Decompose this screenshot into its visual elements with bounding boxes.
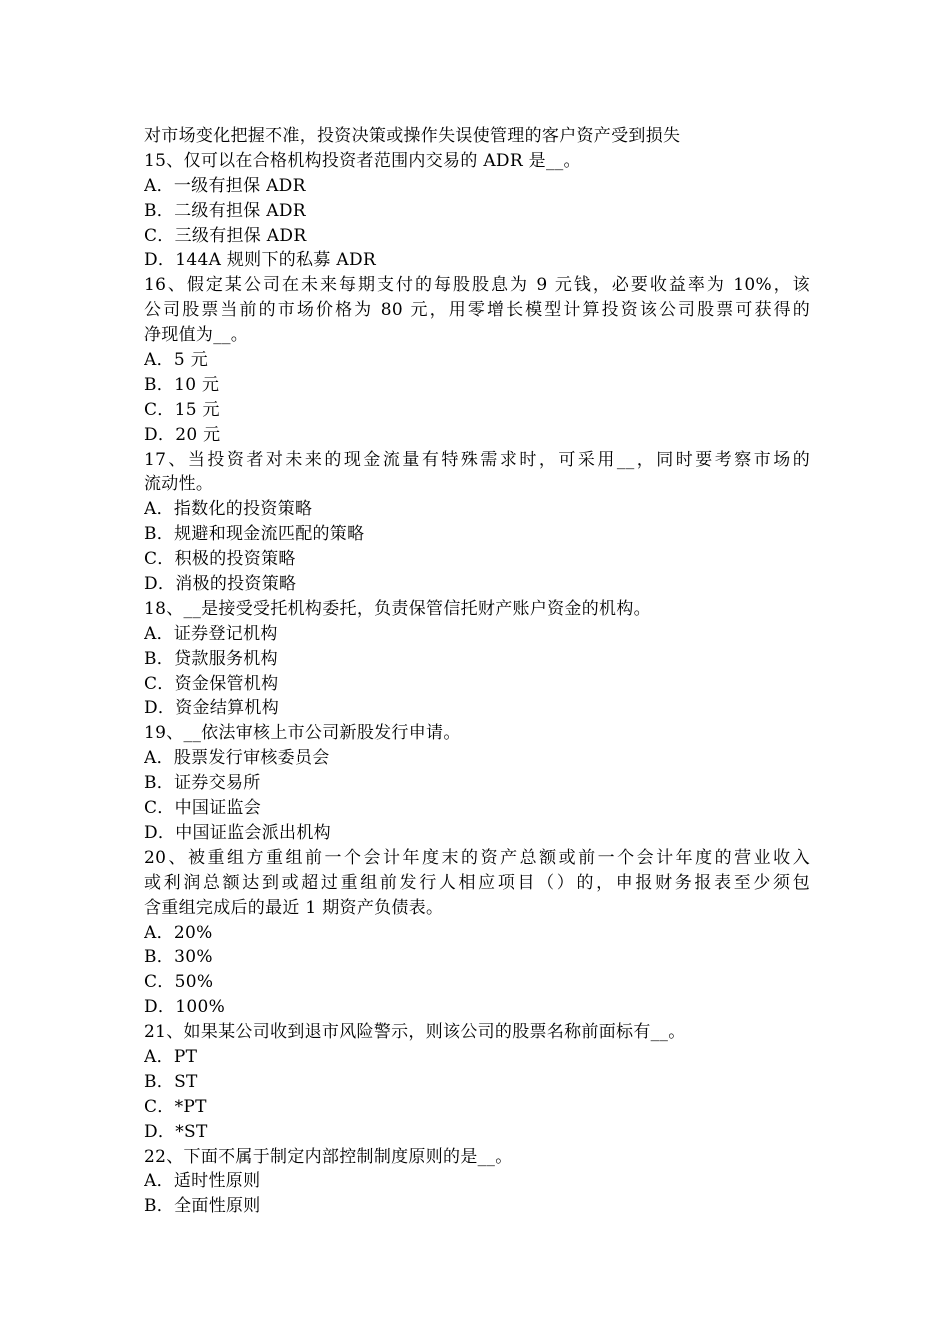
question-17-line-1: 17、当投资者对未来的现金流量有特殊需求时，可采用__，同时要考察市场的 — [144, 449, 810, 470]
option-18-c: C．资金保管机构 — [144, 673, 279, 694]
option-17-a: A．指数化的投资策略 — [144, 499, 313, 520]
question-21: 21、如果某公司收到退市风险警示，则该公司的股票名称前面标有__。 — [144, 1022, 686, 1043]
question-15: 15、仅可以在合格机构投资者范围内交易的 ADR 是__。 — [144, 150, 581, 171]
option-21-b: B．ST — [144, 1071, 198, 1092]
question-20-line-2: 或利润总额达到或超过重组前发行人相应项目（）的，申报财务报表至少须包 — [144, 872, 810, 893]
document-page — [144, 124, 810, 1219]
question-20-line-3: 含重组完成后的最近 1 期资产负债表。 — [144, 897, 444, 918]
option-15-d: D．144A 规则下的私募 ADR — [144, 250, 376, 271]
option-15-c: C．三级有担保 ADR — [144, 225, 307, 246]
question-16-line-2: 公司股票当前的市场价格为 80 元，用零增长模型计算投资该公司股票可获得的 — [144, 300, 810, 321]
question-16-line-1: 16、假定某公司在未来每期支付的每股股息为 9 元钱，必要收益率为 10%，该 — [144, 275, 810, 296]
option-17-c: C．积极的投资策略 — [144, 549, 296, 570]
option-21-a: A．PT — [144, 1046, 198, 1067]
option-18-d: D．资金结算机构 — [144, 698, 280, 719]
option-16-d: D．20 元 — [144, 424, 221, 445]
option-20-a: A．20% — [144, 922, 213, 943]
option-17-d: D．消极的投资策略 — [144, 574, 297, 595]
option-21-c: C．*PT — [144, 1096, 207, 1117]
option-20-d: D．100% — [144, 997, 226, 1018]
question-17-line-2: 流动性。 — [144, 474, 214, 495]
option-21-d: D．*ST — [144, 1121, 208, 1142]
question-16-line-3: 净现值为__。 — [144, 325, 249, 346]
option-15-b: B．二级有担保 ADR — [144, 200, 306, 221]
option-15-a: A．一级有担保 ADR — [144, 175, 306, 196]
option-18-a: A．证券登记机构 — [144, 623, 278, 644]
question-22: 22、下面不属于制定内部控制制度原则的是__。 — [144, 1146, 513, 1167]
option-19-b: B．证券交易所 — [144, 773, 261, 794]
option-16-c: C．15 元 — [144, 399, 220, 420]
option-19-c: C．中国证监会 — [144, 798, 262, 819]
option-22-b: B．全面性原则 — [144, 1196, 261, 1217]
question-19: 19、__依法审核上市公司新股发行申请。 — [144, 723, 461, 744]
option-22-a: A．适时性原则 — [144, 1171, 261, 1192]
text-line-continuation: 对市场变化把握不准，投资决策或操作失误使管理的客户资产受到损失 — [144, 126, 681, 146]
option-19-d: D．中国证监会派出机构 — [144, 822, 331, 843]
option-20-b: B．30% — [144, 947, 213, 968]
question-20-line-1: 20、被重组方重组前一个会计年度末的资产总额或前一个会计年度的营业收入 — [144, 847, 810, 868]
option-20-c: C．50% — [144, 972, 214, 993]
option-16-a: A．5 元 — [144, 350, 208, 371]
option-16-b: B．10 元 — [144, 374, 220, 395]
option-18-b: B．贷款服务机构 — [144, 648, 278, 669]
option-17-b: B．规避和现金流匹配的策略 — [144, 524, 365, 545]
question-18: 18、__是接受受托机构委托，负责保管信托财产账户资金的机构。 — [144, 598, 651, 619]
option-19-a: A．股票发行审核委员会 — [144, 748, 330, 769]
